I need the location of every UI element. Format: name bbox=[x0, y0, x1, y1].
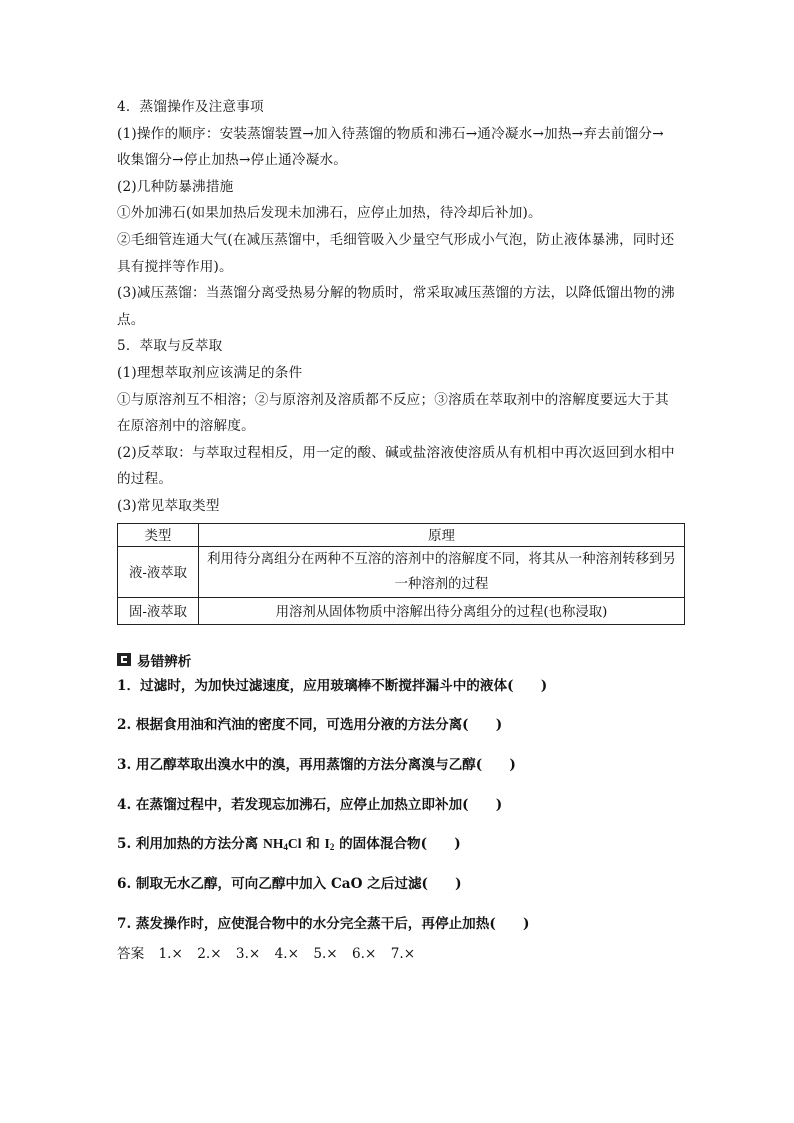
extraction-types-table bbox=[117, 523, 685, 625]
question-item: 7. 蒸发操作时，应使混合物中的水分完全蒸干后，再停止加热( ) bbox=[117, 915, 530, 932]
section-title: 易错辨析 bbox=[137, 653, 192, 670]
paragraph-line: 点。 bbox=[117, 311, 145, 328]
question-item: 3. 用乙醇萃取出溴水中的溴，再用蒸馏的方法分离溴与乙醇( ) bbox=[117, 756, 516, 773]
table-row bbox=[118, 597, 685, 624]
answer-item: 6.× bbox=[352, 946, 377, 963]
table-cell: 液-液萃取 bbox=[118, 546, 199, 597]
answer-item: 3.× bbox=[235, 946, 261, 963]
question-item: 2. 根据食用油和汽油的密度不同，可选用分液的方法分离( ) bbox=[117, 717, 503, 734]
paragraph-line: 在原溶剂中的溶解度。 bbox=[117, 418, 255, 435]
formula-part: I bbox=[324, 836, 330, 852]
paragraph-line: (3)减压蒸馏：当蒸馏分离受热易分解的物质时，常采取减压蒸馏的方法，以降低馏出物的沸 bbox=[117, 285, 675, 302]
formula-part: Cl bbox=[287, 836, 302, 852]
paragraph-line: ①外加沸石(如果加热后发现未加沸石，应停止加热，待冷却后补加)。 bbox=[117, 205, 542, 222]
section-e-icon bbox=[117, 653, 131, 666]
answer-item: 2.× bbox=[197, 946, 222, 963]
paragraph-line: 具有搅拌等作用)。 bbox=[117, 258, 233, 275]
answer-item: 1.× bbox=[158, 946, 183, 963]
answer-item: 4.× bbox=[274, 946, 299, 963]
formula-nh4cl bbox=[263, 836, 301, 851]
paragraph-line: 的过程。 bbox=[117, 471, 173, 488]
answer-label: 答案 bbox=[117, 946, 145, 963]
paragraph-line: (2)几种防暴沸措施 bbox=[117, 178, 234, 195]
table-header-cell: 原理 bbox=[199, 523, 685, 546]
answer-item: 5.× bbox=[313, 946, 338, 963]
formula-part: NH bbox=[263, 836, 284, 852]
question-text: 的固体混合物( ) bbox=[334, 836, 461, 853]
paragraph-line: (3)常见萃取类型 bbox=[117, 497, 220, 514]
heading-distillation: 4．蒸馏操作及注意事项 bbox=[117, 99, 264, 115]
question-item: 1．过滤时，为加快过滤速度，应用玻璃棒不断搅拌漏斗中的液体( ) bbox=[117, 677, 548, 694]
heading-extraction: 5．萃取与反萃取 bbox=[117, 338, 223, 355]
question-text: 5. 利用加热的方法分离 bbox=[117, 836, 263, 853]
answer-item: 7.× bbox=[390, 946, 416, 963]
question-text: 和 bbox=[301, 836, 325, 853]
table-header-row bbox=[118, 523, 685, 546]
paragraph-line: ①与原溶剂互不相溶；②与原溶剂及溶质都不反应；③溶质在萃取剂中的溶解度要远大于其 bbox=[117, 391, 669, 408]
table-cell: 固-液萃取 bbox=[118, 597, 199, 624]
table-header-cell: 类型 bbox=[118, 523, 199, 546]
formula-subscript: 4 bbox=[283, 842, 288, 853]
formula-i2 bbox=[325, 836, 335, 851]
table-cell: 利用待分离组分在两种不互溶的溶剂中的溶解度不同，将其从一种溶剂转移到另一种溶剂的过程 bbox=[199, 546, 685, 597]
paragraph-line: ②毛细管连通大气(在减压蒸馏中，毛细管吸入少量空气形成小气泡，防止液体暴沸，同时还 bbox=[117, 231, 675, 248]
question-item: 6. 制取无水乙醇，可向乙醇中加入 CaO 之后过滤( ) bbox=[117, 875, 462, 892]
question-item bbox=[117, 831, 687, 871]
paragraph-line: (1)操作的顺序：安装蒸馏装置→加入待蒸馏的物质和沸石→通冷凝水→加热→弃去前馏分→ bbox=[117, 125, 664, 142]
formula-subscript: 2 bbox=[329, 842, 335, 853]
document-page bbox=[117, 94, 687, 965]
paragraph-line: 收集馏分→停止加热→停止通冷凝水。 bbox=[117, 152, 348, 169]
paragraph-line: (2)反萃取：与萃取过程相反，用一定的酸、碱或盐溶液使溶质从有机相中再次返回到水相中 bbox=[117, 444, 675, 461]
table-cell: 用溶剂从固体物质中溶解出待分离组分的过程(也称浸取) bbox=[199, 597, 685, 624]
section-error-analysis bbox=[117, 647, 687, 673]
table-row bbox=[118, 546, 685, 597]
question-item: 4. 在蒸馏过程中，若发现忘加沸石，应停止加热立即补加( ) bbox=[117, 796, 503, 813]
paragraph-line: (1)理想萃取剂应该满足的条件 bbox=[117, 364, 303, 381]
answer-line bbox=[117, 943, 687, 965]
